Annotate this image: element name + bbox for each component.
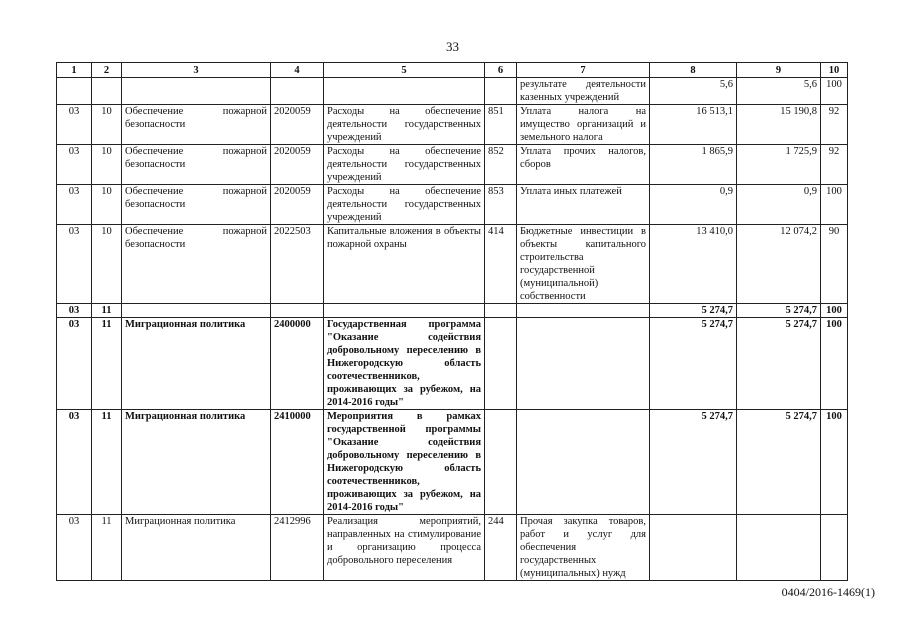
target-article-name-cell: Капитальные вложения в объекты пожарной охраны bbox=[324, 225, 485, 304]
section-code-cell: 03 bbox=[57, 304, 92, 318]
target-article-name-cell bbox=[324, 78, 485, 105]
expense-type-code-cell: 852 bbox=[485, 145, 517, 185]
target-article-code-cell bbox=[271, 304, 324, 318]
subsection-code-cell: 11 bbox=[92, 304, 122, 318]
expense-type-name-cell bbox=[517, 410, 650, 515]
planned-amount-cell: 16 513,1 bbox=[650, 105, 737, 145]
target-article-name-cell: Реализация мероприятий, направленных на стимулирование и организацию процесса добровольного переселения bbox=[324, 515, 485, 581]
target-article-name-cell bbox=[324, 304, 485, 318]
target-article-code-cell: 2022503 bbox=[271, 225, 324, 304]
planned-amount-cell: 1 865,9 bbox=[650, 145, 737, 185]
section-code-cell: 03 bbox=[57, 225, 92, 304]
target-article-code-cell: 2020059 bbox=[271, 105, 324, 145]
budget-table bbox=[56, 62, 848, 581]
target-article-name-cell: Мероприятия в рамках государственной программы "Оказание содействия добровольному переселению в Нижегородскую область соотечественников, проживающих за рубежом, на 2014-2016 годы" bbox=[324, 410, 485, 515]
section-name-cell bbox=[122, 78, 271, 105]
planned-amount-cell bbox=[650, 515, 737, 581]
section-name-cell bbox=[122, 304, 271, 318]
subsection-code-cell: 11 bbox=[92, 515, 122, 581]
execution-percent-cell: 100 bbox=[821, 78, 848, 105]
expense-type-name-cell: Уплата прочих налогов, сборов bbox=[517, 145, 650, 185]
planned-amount-cell: 0,9 bbox=[650, 185, 737, 225]
col-header-3: 3 bbox=[122, 63, 271, 78]
actual-amount-cell: 5 274,7 bbox=[737, 304, 821, 318]
expense-type-name-cell: Уплата иных платежей bbox=[517, 185, 650, 225]
actual-amount-cell: 12 074,2 bbox=[737, 225, 821, 304]
section-name-cell: Обеспечение пожарной безопасности bbox=[122, 225, 271, 304]
section-name-cell: Миграционная политика bbox=[122, 515, 271, 581]
target-article-code-cell: 2020059 bbox=[271, 185, 324, 225]
actual-amount-cell: 5 274,7 bbox=[737, 410, 821, 515]
execution-percent-cell: 92 bbox=[821, 105, 848, 145]
col-header-8: 8 bbox=[650, 63, 737, 78]
section-code-cell: 03 bbox=[57, 185, 92, 225]
section-code-cell: 03 bbox=[57, 515, 92, 581]
execution-percent-cell: 100 bbox=[821, 304, 848, 318]
target-article-name-cell: Расходы на обеспечение деятельности государственных учреждений bbox=[324, 105, 485, 145]
expense-type-name-cell: Бюджетные инвестиции в объекты капитального строительства государственной (муниципальной) собственности bbox=[517, 225, 650, 304]
execution-percent-cell: 90 bbox=[821, 225, 848, 304]
actual-amount-cell: 15 190,8 bbox=[737, 105, 821, 145]
target-article-name-cell: Расходы на обеспечение деятельности государственных учреждений bbox=[324, 145, 485, 185]
col-header-6: 6 bbox=[485, 63, 517, 78]
section-name-cell: Обеспечение пожарной безопасности bbox=[122, 145, 271, 185]
planned-amount-cell: 13 410,0 bbox=[650, 225, 737, 304]
col-header-2: 2 bbox=[92, 63, 122, 78]
section-name-cell: Миграционная политика bbox=[122, 410, 271, 515]
expense-type-code-cell bbox=[485, 318, 517, 410]
section-code-cell: 03 bbox=[57, 105, 92, 145]
header-row bbox=[57, 63, 848, 78]
table-row bbox=[57, 105, 848, 145]
target-article-code-cell: 2410000 bbox=[271, 410, 324, 515]
target-article-code-cell: 2412996 bbox=[271, 515, 324, 581]
actual-amount-cell: 5 274,7 bbox=[737, 318, 821, 410]
table-row bbox=[57, 145, 848, 185]
col-header-7: 7 bbox=[517, 63, 650, 78]
subsection-code-cell: 10 bbox=[92, 145, 122, 185]
expense-type-code-cell: 414 bbox=[485, 225, 517, 304]
table-row bbox=[57, 78, 848, 105]
table-row bbox=[57, 225, 848, 304]
planned-amount-cell: 5,6 bbox=[650, 78, 737, 105]
section-code-cell bbox=[57, 78, 92, 105]
table-row bbox=[57, 318, 848, 410]
document-code: 0404/2016-1469(1) bbox=[781, 585, 875, 599]
planned-amount-cell: 5 274,7 bbox=[650, 318, 737, 410]
table-body bbox=[57, 78, 848, 581]
execution-percent-cell: 100 bbox=[821, 318, 848, 410]
execution-percent-cell bbox=[821, 515, 848, 581]
expense-type-name-cell: результате деятельности казенных учреждений bbox=[517, 78, 650, 105]
expense-type-code-cell: 244 bbox=[485, 515, 517, 581]
actual-amount-cell: 1 725,9 bbox=[737, 145, 821, 185]
table-row bbox=[57, 515, 848, 581]
target-article-name-cell: Государственная программа "Оказание содействия добровольному переселению в Нижегородскую область соотечественников, проживающих за рубежом, на 2014-2016 годы" bbox=[324, 318, 485, 410]
target-article-code-cell: 2020059 bbox=[271, 145, 324, 185]
table-row bbox=[57, 185, 848, 225]
expense-type-code-cell bbox=[485, 78, 517, 105]
execution-percent-cell: 92 bbox=[821, 145, 848, 185]
subsection-code-cell: 11 bbox=[92, 318, 122, 410]
actual-amount-cell: 0,9 bbox=[737, 185, 821, 225]
subsection-code-cell: 11 bbox=[92, 410, 122, 515]
expense-type-code-cell bbox=[485, 304, 517, 318]
expense-type-name-cell bbox=[517, 304, 650, 318]
execution-percent-cell: 100 bbox=[821, 185, 848, 225]
section-code-cell: 03 bbox=[57, 318, 92, 410]
col-header-5: 5 bbox=[324, 63, 485, 78]
actual-amount-cell: 5,6 bbox=[737, 78, 821, 105]
execution-percent-cell: 100 bbox=[821, 410, 848, 515]
section-name-cell: Обеспечение пожарной безопасности bbox=[122, 105, 271, 145]
target-article-code-cell: 2400000 bbox=[271, 318, 324, 410]
col-header-1: 1 bbox=[57, 63, 92, 78]
expense-type-code-cell: 853 bbox=[485, 185, 517, 225]
expense-type-code-cell bbox=[485, 410, 517, 515]
section-name-cell: Миграционная политика bbox=[122, 318, 271, 410]
expense-type-name-cell: Уплата налога на имущество организаций и земельного налога bbox=[517, 105, 650, 145]
table-row bbox=[57, 304, 848, 318]
planned-amount-cell: 5 274,7 bbox=[650, 304, 737, 318]
expense-type-name-cell bbox=[517, 318, 650, 410]
section-name-cell: Обеспечение пожарной безопасности bbox=[122, 185, 271, 225]
section-code-cell: 03 bbox=[57, 410, 92, 515]
col-header-4: 4 bbox=[271, 63, 324, 78]
col-header-10: 10 bbox=[821, 63, 848, 78]
expense-type-name-cell: Прочая закупка товаров, работ и услуг для обеспечения государственных (муниципальных) нужд bbox=[517, 515, 650, 581]
section-code-cell: 03 bbox=[57, 145, 92, 185]
expense-type-code-cell: 851 bbox=[485, 105, 517, 145]
col-header-9: 9 bbox=[737, 63, 821, 78]
page-number: 33 bbox=[446, 39, 459, 54]
table-row bbox=[57, 410, 848, 515]
subsection-code-cell bbox=[92, 78, 122, 105]
subsection-code-cell: 10 bbox=[92, 105, 122, 145]
subsection-code-cell: 10 bbox=[92, 185, 122, 225]
actual-amount-cell bbox=[737, 515, 821, 581]
subsection-code-cell: 10 bbox=[92, 225, 122, 304]
target-article-name-cell: Расходы на обеспечение деятельности государственных учреждений bbox=[324, 185, 485, 225]
planned-amount-cell: 5 274,7 bbox=[650, 410, 737, 515]
target-article-code-cell bbox=[271, 78, 324, 105]
